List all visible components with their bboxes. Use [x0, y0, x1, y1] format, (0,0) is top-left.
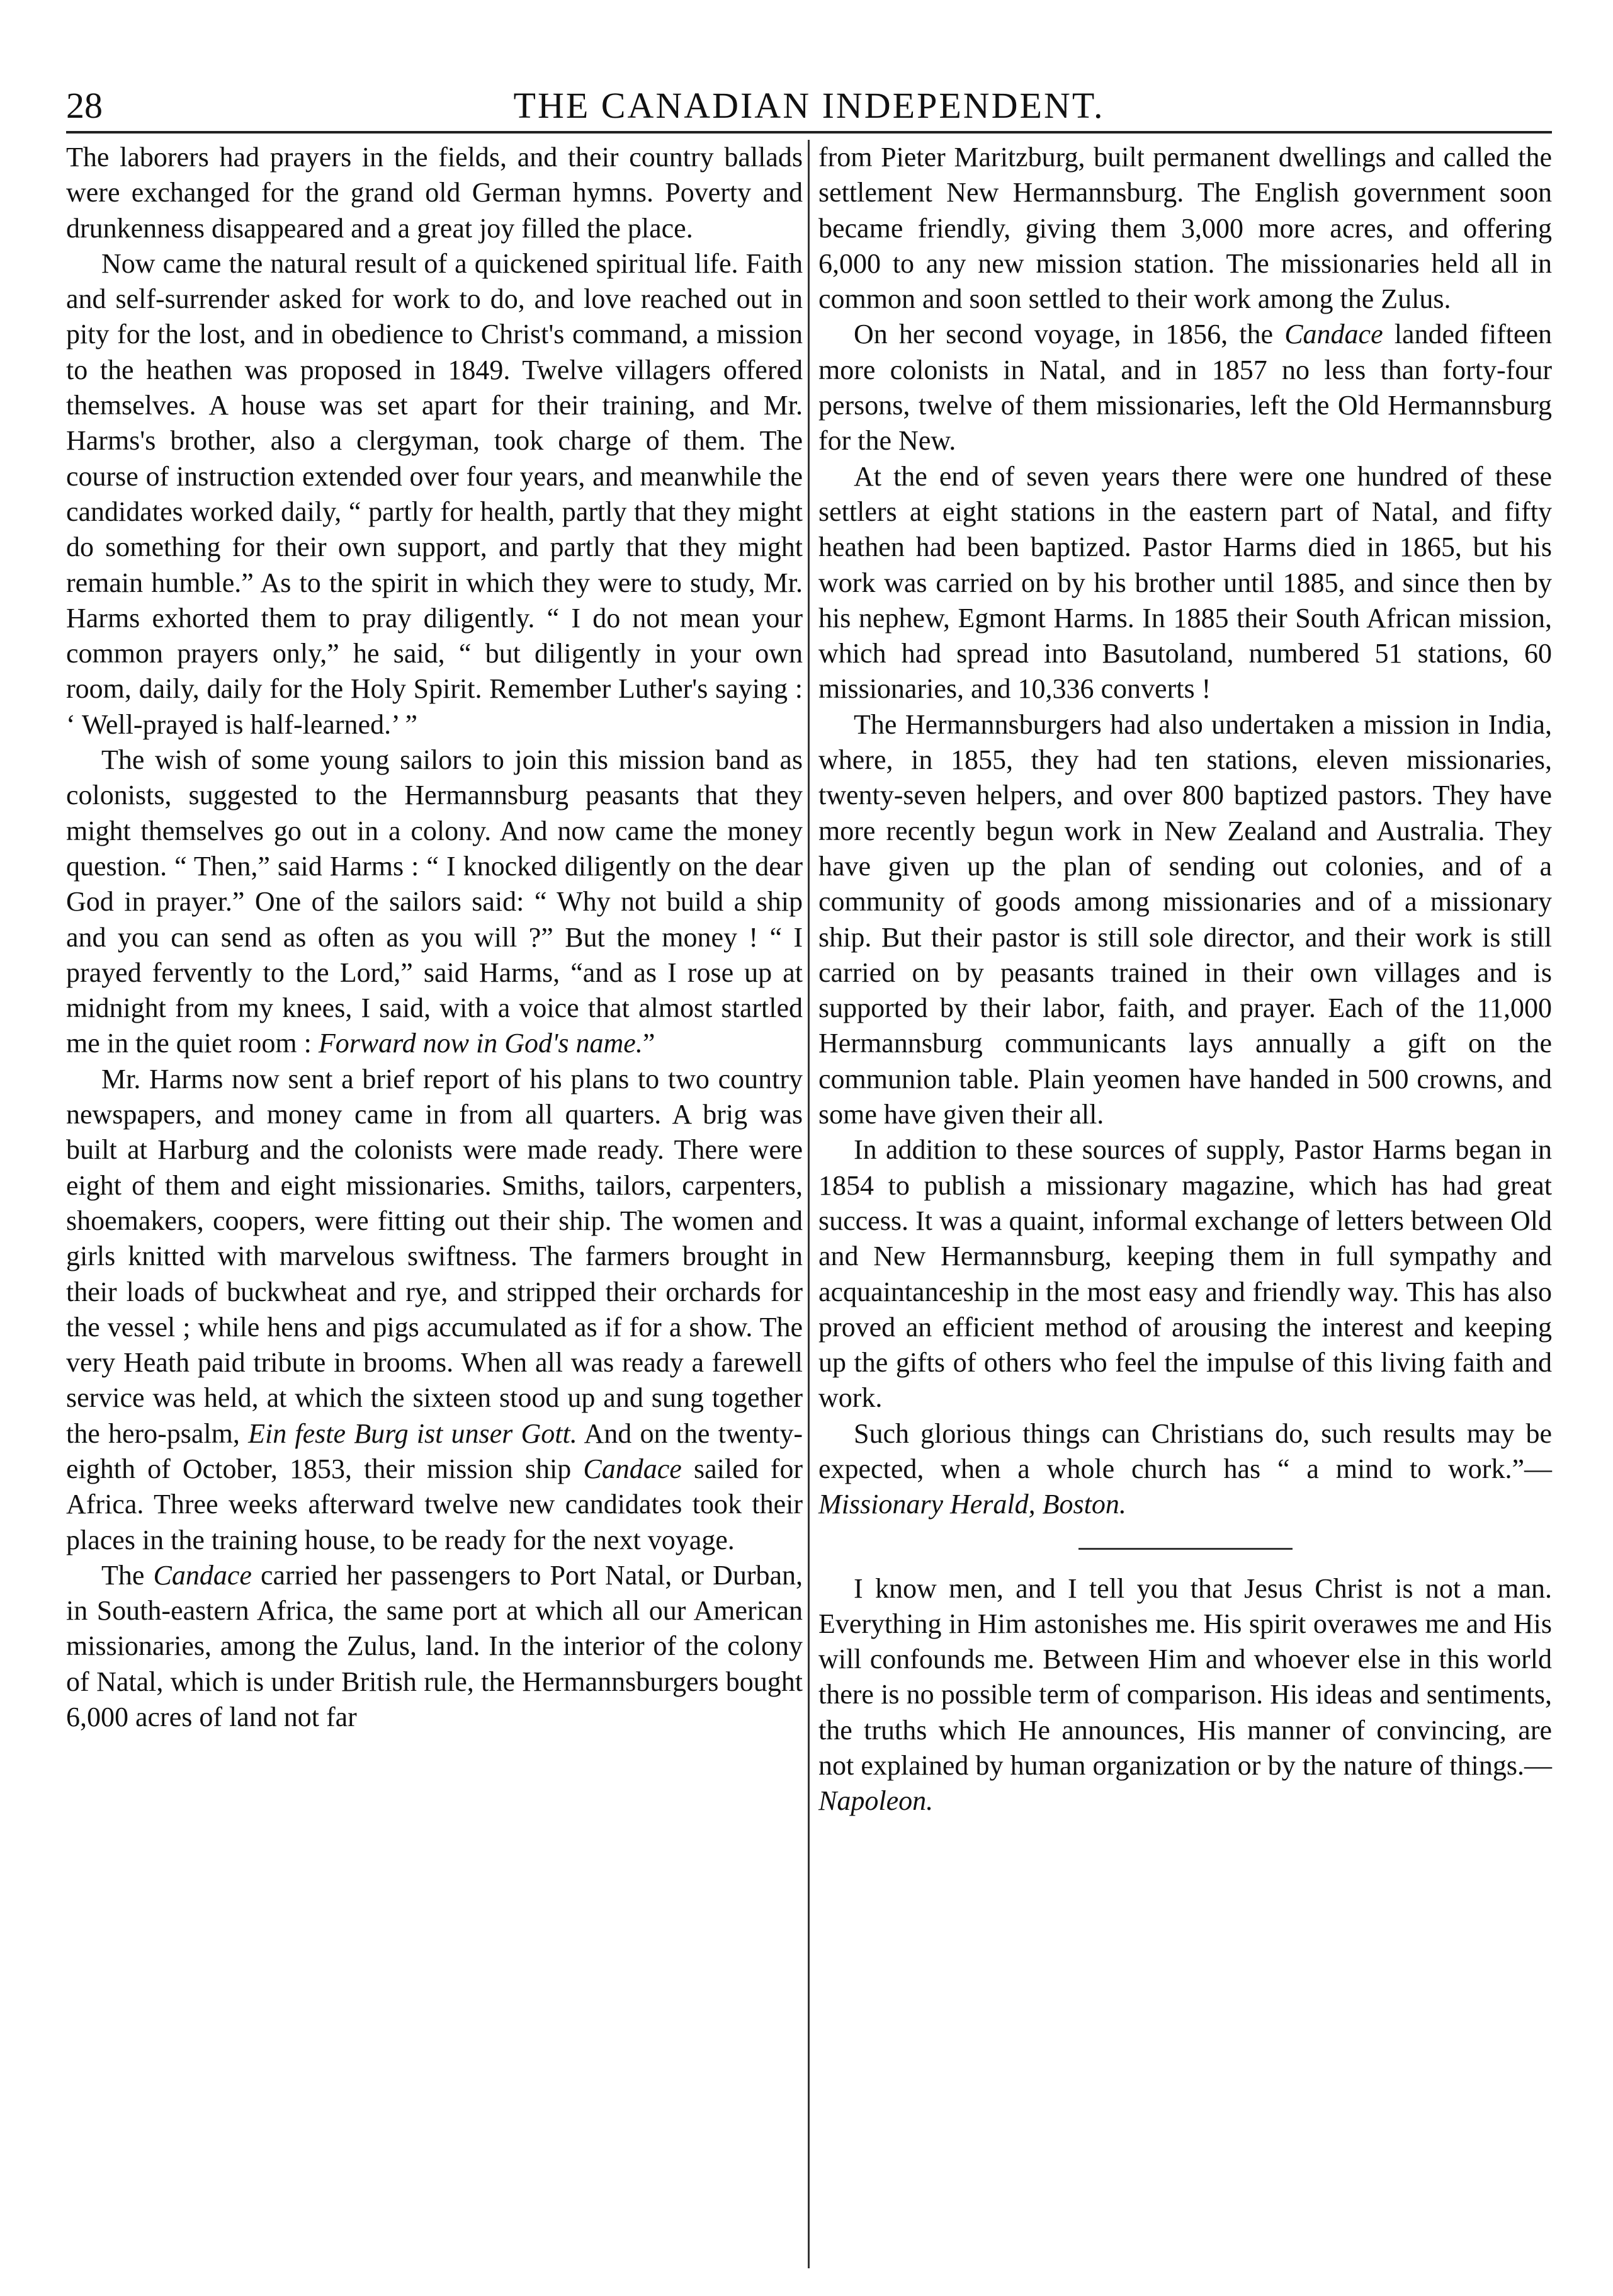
column-rule: [808, 140, 810, 2268]
paragraph: [818, 317, 1552, 458]
paragraph-text: The wish of some young sailors to join this mission band as colonists, suggested to the Hermannsburg peasants that they might themselves go out in a colony. And now came the money question. “ Then,” said Harms : “ I knocked diligently on the dear God in prayer.” One of the sailors said: “ Why not build a ship and you can send as often as you will ?” But the money ! “ I prayed fervently to the Lord,” said Harms, “and as I rose up at midnight from my knees, I said, with a voice that almost startled me in the quiet room :: [66, 744, 803, 1059]
paragraph: [66, 742, 803, 1062]
paragraph: The laborers had prayers in the fields, and their country ballads were exchanged for the grand old German hymns. Poverty and drunkenness disappeared and a great joy filled the place.: [66, 142, 803, 244]
running-title: THE CANADIAN INDEPENDENT.: [513, 85, 1105, 126]
italic-hymn-title: Ein feste Burg ist unser Gott.: [248, 1418, 577, 1449]
right-column: [818, 140, 1552, 1819]
left-column: [66, 140, 803, 1735]
paragraph-text: The: [101, 1559, 145, 1591]
section-separator: [1078, 1548, 1293, 1550]
page-header: [66, 81, 1552, 131]
paragraph: [66, 1558, 803, 1735]
paragraph-text: landed fifteen more colonists in Natal, and in 1857 no less than forty-four persons, twelve of them missionaries, left the Old Hermannsburg for the New.: [818, 319, 1553, 457]
italic-quote: Forward now in God's name.: [318, 1028, 643, 1059]
paragraph: [818, 1416, 1552, 1523]
paragraph-text: carried her passengers to Port Natal, or Durban, in South-eastern Africa, the same port at which all our American missionaries, among the Zulus, land. In the interior of the colony of Natal, which is under British rule, the Hermannsburgers bought 6,000 acres of land not far: [66, 1559, 803, 1733]
source-citation: Missionary Herald, Boston.: [818, 1489, 1126, 1520]
quote-paragraph: [818, 1571, 1552, 1819]
italic-ship-name: Candace: [153, 1559, 252, 1591]
page-number: 28: [66, 85, 103, 126]
paragraph: [66, 1062, 803, 1558]
paragraph-text: And on the twenty-eighth of October, 1853, their mission ship: [66, 1418, 803, 1484]
paragraph-text: sailed for Africa. Three weeks afterward twelve new candidates took their places in the training house, to be ready for the next voyage.: [66, 1453, 803, 1555]
paragraph-text: Mr. Harms now sent a brief report of his plans to two country newspapers, and money came in from all quarters. A brig was built at Harburg and the colonists were made ready. There were eight of them and eight missionaries. Smiths, tailors, carpenters, shoemakers, coopers, were fitting out their ship. The women and girls knitted with marvelous swiftness. The farmers brought in their loads of buckwheat and rye, and stripped their orchards for the vessel ; while hens and pigs accumulated as if for a show. The very Heath paid tribute in brooms. When all was ready a farewell service was held, at which the sixteen stood up and sung together the hero-psalm,: [66, 1063, 803, 1449]
paragraph: In addition to these sources of supply, Pastor Harms began in 1854 to publish a missionary magazine, which has had great success. It was a quaint, informal exchange of letters between Old and New Hermannsburg, keeping them in full sympathy and acquaintanceship in the most easy and friendly way. This has also proved an efficient method of arousing the interest and keeping up the gifts of others who feel the impulse of this living faith and work.: [818, 1134, 1552, 1414]
paragraph-text: I know men, and I tell you that Jesus Christ is not a man. Everything in Him astonishes me. His spirit overawes me and His will confounds me. Between Him and whoever else in this world there is no possible term of comparison. His ideas and sentiments, the truths which He announces, His manner of convincing, are not explained by human organization or by the nature of things.—: [818, 1572, 1552, 1782]
italic-ship-name: Candace: [583, 1453, 682, 1484]
paragraph: from Pieter Maritzburg, built permanent dwellings and called the settlement New Hermannsburg. The English government soon became friendly, giving them 3,000 more acres, and offering 6,000 to any new mission station. The missionaries held all in common and soon settled to their work among the Zulus.: [818, 142, 1552, 315]
italic-ship-name: Candace: [1284, 319, 1383, 350]
paragraph-text: Such glorious things can Christians do, such results may be expected, when a whole church has “ a mind to work.”—: [818, 1418, 1552, 1484]
quote-attribution: Napoleon.: [818, 1785, 934, 1817]
closing-quote: ”: [642, 1028, 655, 1059]
paragraph: Now came the natural result of a quickened spiritual life. Faith and self-surrender asked for work to do, and love reached out in pity for the lost, and in obedience to Christ's command, a mission to the heathen was proposed in 1849. Twelve villagers offered themselves. A house was set apart for their training, and Mr. Harms's brother, also a clergyman, took charge of them. The course of instruction extended over four years, and meanwhile the candidates worked daily, “ partly for health, partly that they might do something for their own support, and partly that they might remain humble.” As to the spirit in which they were to study, Mr. Harms exhorted them to pray diligently. “ I do not mean your common prayers only,” he said, “ but diligently in your own room, daily, daily for the Holy Spirit. Remember Luther's saying : ‘ Well-prayed is half-learned.’ ”: [66, 247, 803, 740]
paragraph-text: On her second voyage, in 1856, the: [854, 319, 1274, 350]
paragraph: The Hermannsburgers had also undertaken a mission in India, where, in 1855, they had ten stations, eleven missionaries, twenty-seven helpers, and over 800 baptized pastors. They have more recently begun work in New Zealand and Australia. They have given up the plan of sending out colonies, and of a community of goods among missionaries and of a missionary ship. But their pastor is still sole director, and their work is still carried on by peasants trained in their own villages and is supported by their labor, faith, and prayer. Each of the 11,000 Hermannsburg communicants lays annually a gift on the communion table. Plain yeomen have handed in 500 crowns, and some have given their all.: [818, 708, 1552, 1130]
header-rule: [66, 131, 1552, 134]
paragraph: At the end of seven years there were one hundred of these settlers at eight stations in the eastern part of Natal, and fifty heathen had been baptized. Pastor Harms died in 1865, but his work was carried on by his brother until 1885, and since then by his nephew, Egmont Harms. In 1885 their South African mission, which had spread into Basutoland, numbered 51 stations, 60 missionaries, and 10,336 converts !: [818, 460, 1552, 705]
